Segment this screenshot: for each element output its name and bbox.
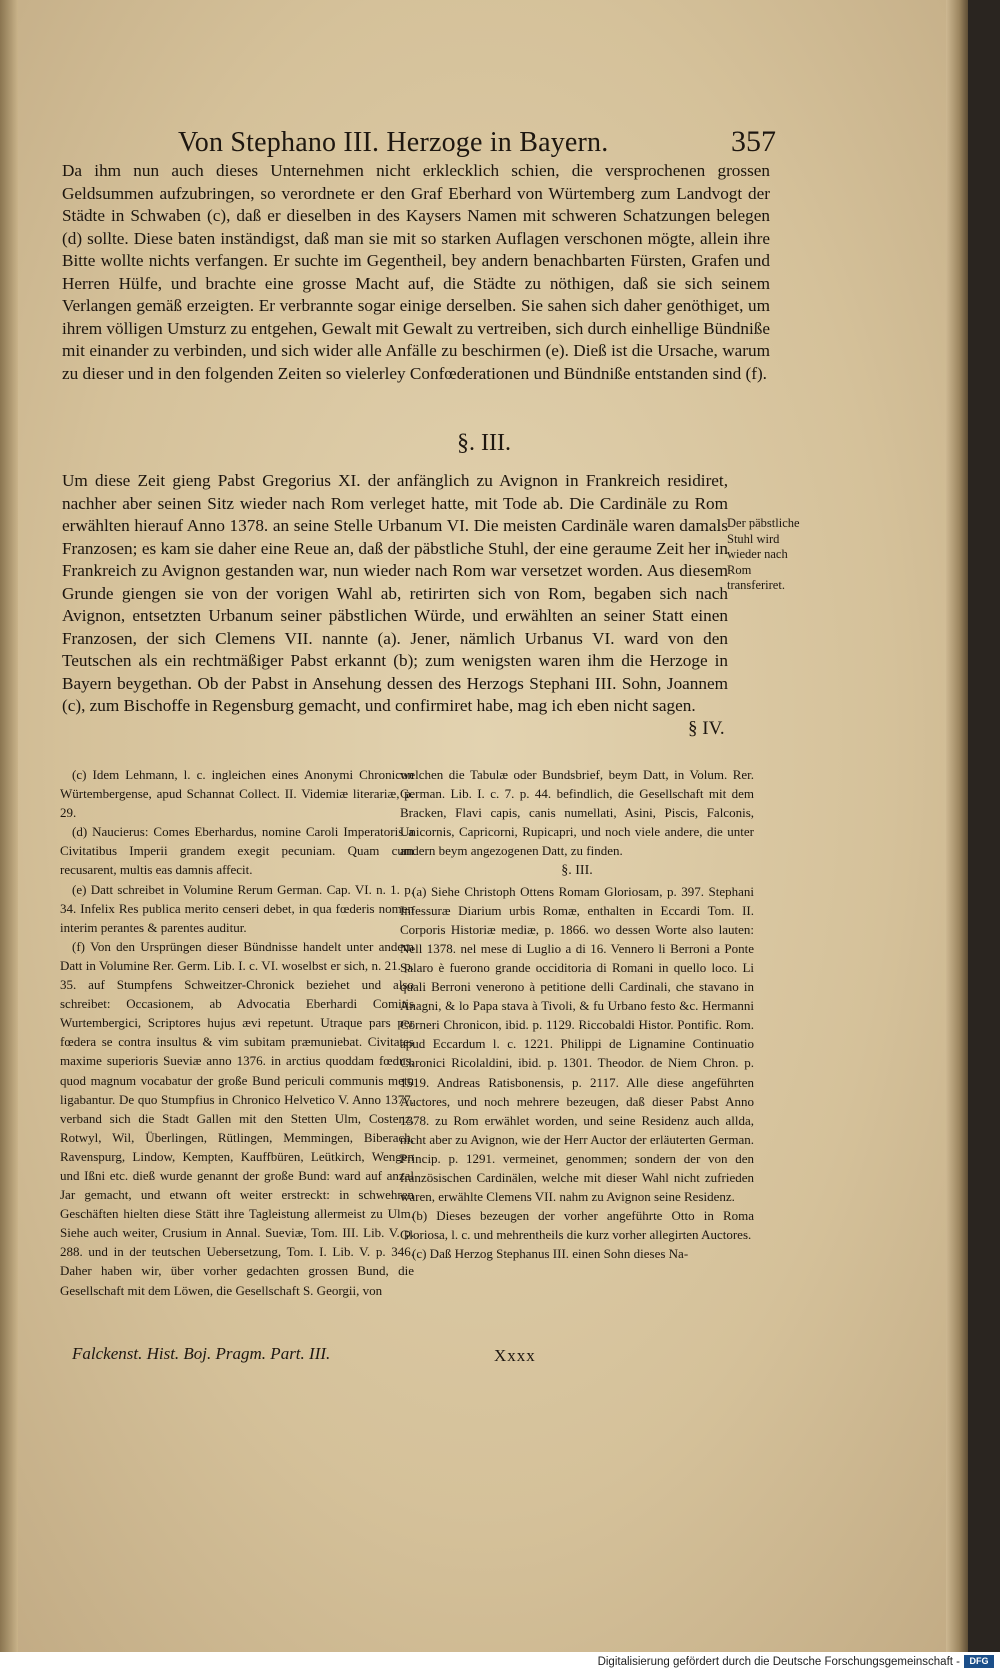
main-paragraph-1: Da ihm nun auch dieses Unternehmen nicht erklecklich schien, die versprochenen grossen Geldsummen aufzubringen, so verordnete er den Graf Eberhard von Würtemberg zum Landvogt der Städte in Schwaben (c), daß er dieselben in des Kaysers Namen mit schweren Schatzungen belegen (d) sollte. Diese baten inständigst, daß man sie mit so starken Auflagen verschonen mögte, allein ihre Bitte wollte nichts verfangen. Er suchte im Gegentheil, bey andern benachbarten Fürsten, Grafen und Herren Hülfe, und brachte eine grosse Macht auf, die Städte zu nöthigen, daß sie sich seinem Verlangen gemäß erzeigten. Er verbrannte sogar einige derselben. Sie sahen sich daher genöthiget, um ihrem völligen Umsturz zu entgehen, Gewalt mit Gewalt zu vertreiben, sich durch einhellige Bündniße mit einander zu verbinden, und sich wider alle Anfälle zu beschirmen (e). Dieß ist die Ursache, warum zu dieser und in den folgenden Zeiten so vielerley Confœderationen und Bündniße entstanden sind (f). — [62, 161, 770, 383]
section-heading: §. III. — [457, 430, 511, 456]
running-head — [178, 125, 776, 165]
footnote-section-heading: §. III. — [561, 863, 593, 879]
signature-mark: Xxxx — [494, 1346, 536, 1365]
footnote: (b) Dieses bezeugen der vorher angeführte Otto in Roma Gloriosa, l. c. und mehrentheils die kurz vorher allegirten Auctores. — [400, 1208, 754, 1243]
running-title: Von Stephano III. Herzoge in Bayern. — [178, 127, 609, 158]
dfg-logo: DFG — [964, 1655, 994, 1668]
section-catchword: § IV. — [688, 718, 725, 739]
footnote: welchen die Tabulæ oder Bundsbrief, beym Datt, in Volum. Rer. German. Lib. I. c. 7. p. 44. befindlich, die Gesellschaft mit dem Bracken, Flavi capis, canis numellati, Asini, Piscis, Falconis, Unicornis, Capricorni, Rupicapri, und noch viele andere, die unter andern beym angezogenen Datt, zu finden. — [400, 767, 754, 859]
footnote: (e) Datt schreibet in Volumine Rerum German. Cap. VI. n. 1. p. 34. Infelix Res publica merito censeri debet, in qua fœderis nomen interim perantes & parentes auditur. — [60, 881, 414, 935]
digitization-note: Digitalisierung gefördert durch die Deutsche Forschungsgemeinschaft - — [597, 1656, 960, 1668]
footnote: (c) Daß Herzog Stephanus III. einen Sohn dieses Na- — [412, 1246, 689, 1262]
main-paragraph-2: Um diese Zeit gieng Pabst Gregorius XI. der anfänglich zu Avignon in Frankreich residiret, nachher aber seinen Sitz wieder nach Rom verleget hatte, mit Tode ab. Die Cardinäle zu Rom erwählten hierauf Anno 1378. an seine Stelle Urbanum VI. Die meisten Cardinäle waren damals Franzosen; es kam sie daher eine Reue an, daß der päbstliche Stuhl, der eine geraume Zeit her in Frankreich zu Avignon gestanden war, nun wieder nach Rom war versetzet worden. Aus diesem Grunde giengen sie von der vorigen Wahl ab, retirirten sich von Rom, begaben sich nach Avignon, entsetzten Urbanum seiner päbstlichen Würde, und erwählten an seiner Statt einen Franzosen, der sich Clemens VII. nannte (a). Jener, nämlich Urbanus VI. ward von den Teutschen als ein rechtmäßiger Pabst erkannt (b); zum wenigsten waren ihm die Herzoge in Bayern beygethan. Ob der Pabst in Ansehung dessen des Herzogs Stephani III. Sohn, Joannem (c), zum Bischoffe in Regensburg gemacht, und confirmiret habe, mag ich eben nicht sagen. — [62, 471, 728, 715]
marginal-note: Der päbstliche Stuhl wird wieder nach Rom transferiret. — [727, 516, 800, 592]
footnotes-left-column — [60, 765, 414, 1300]
footnote: (f) Von den Ursprüngen dieser Bündnisse handelt unter andern Datt in Volumine Rer. Germ. Lib. I. c. VI. woselbst er sich, n. 21. p. 35. auf Stumpfens Schweitzer-Chronick beziehet und also schreibet: Occasionem, ab Advocatia Eberhardi Comitis Wurtembergici, Scriptores hujus ævi repetunt. Utraque pars per fœdera se contra insultus & vim subitam præmuniebat. Civitates maxime superioris Sueviæ anno 1376. in arctius quoddam fœdus, quod magnum vocabatur der große Bund periculi communis metu ligabantur. De quo Stumpfius in Chronico Helvetico V. Anno 1377. verband sich die Stadt Gallen mit den Stetten Ulm, Costenz, Rotwyl, Wil, Überlingen, Rütlingen, Memmingen, Biberach, Ravenspurg, Lindow, Kempten, Kauffbüren, Leütkirch, Wengen und Ißni etc. dieß wurde genannt der große Bund: ward auf anzal Jar gemacht, und etwann oft weiter erstreckt: in schwehren Geschäften hielten diese Stätt ihre Tagleistung allermeist zu Ulm. Siehe auch weiter, Crusium in Annal. Sueviæ, Tom. III. Lib. V. p. 288. und in der teutschen Uebersetzung, Tom. I. Lib. V. p. 346. Daher haben wir, über vorher gedachten grossen Bund, die Gesellschaft mit dem Löwen, die Gesellschaft S. Georgii, von — [60, 938, 414, 1298]
page-number: 357 — [731, 125, 776, 158]
footnote: (a) Siehe Christoph Ottens Romam Gloriosam, p. 397. Stephani Infessuræ Diarium urbis Romæ, enthalten in Eccardi Tom. II. Corporis Historiæ mediæ, p. 1866. wo dessen Worte also lauten: Nell 1378. nel mese di Luglio a di 16. Vennero li Berroni a Ponte Salaro è fuerono grande occiditoria di Romani in quello loco. Li quali Berroni venerono à petitione delli Cardinali, che stavano in Anagni, & lo Papa stava à Tivoli, & fu Urbano festo &c. Hermanni Corneri Chronicon, ibid. p. 1129. Riccobaldi Histor. Pontific. Rom. apud Eccardum l. c. 1221. Philippi de Lignamine Continuatio Chronici Ricolaldini, ibid. p. 1301. Theodor. de Niem Chron. p. 1519. Andreas Ratisbonensis, p. 2117. Alle diese angeführten Auctores, und noch mehrere bezeugen, daß dieser Pabst Anno 1378. zu Rom erwählet worden, und seine Residenz auch allda, nicht aber zu Avignon, wie der Herr Auctor der erläuterten German. Princip. p. 1291. vermeinet, genommen; sondern der von den französischen Cardinälen, welche mit dieser Wahl nicht zufrieden waren, erwählte Clemens VII. nahm zu Avignon seine Residenz. — [400, 883, 754, 1205]
signature-line: Falckenst. Hist. Boj. Pragm. Part. III. — [72, 1344, 331, 1363]
page-edge — [946, 0, 968, 1652]
footnote: (c) Idem Lehmann, l. c. ingleichen eines Anonymi Chronicon Würtembergense, apud Schannat Collect. II. Videmiæ literariæ, p. 29. — [60, 767, 414, 821]
digitization-bar — [0, 1652, 1000, 1672]
footnotes-right-column — [400, 765, 754, 1263]
book-spine — [0, 0, 18, 1652]
footnote: (d) Naucierus: Comes Eberhardus, nomine Caroli Imperatoris a Civitatibus Imperii grandem exegit pecuniam. Quam cum recusarent, multis eas damnis affecit. — [60, 824, 414, 878]
